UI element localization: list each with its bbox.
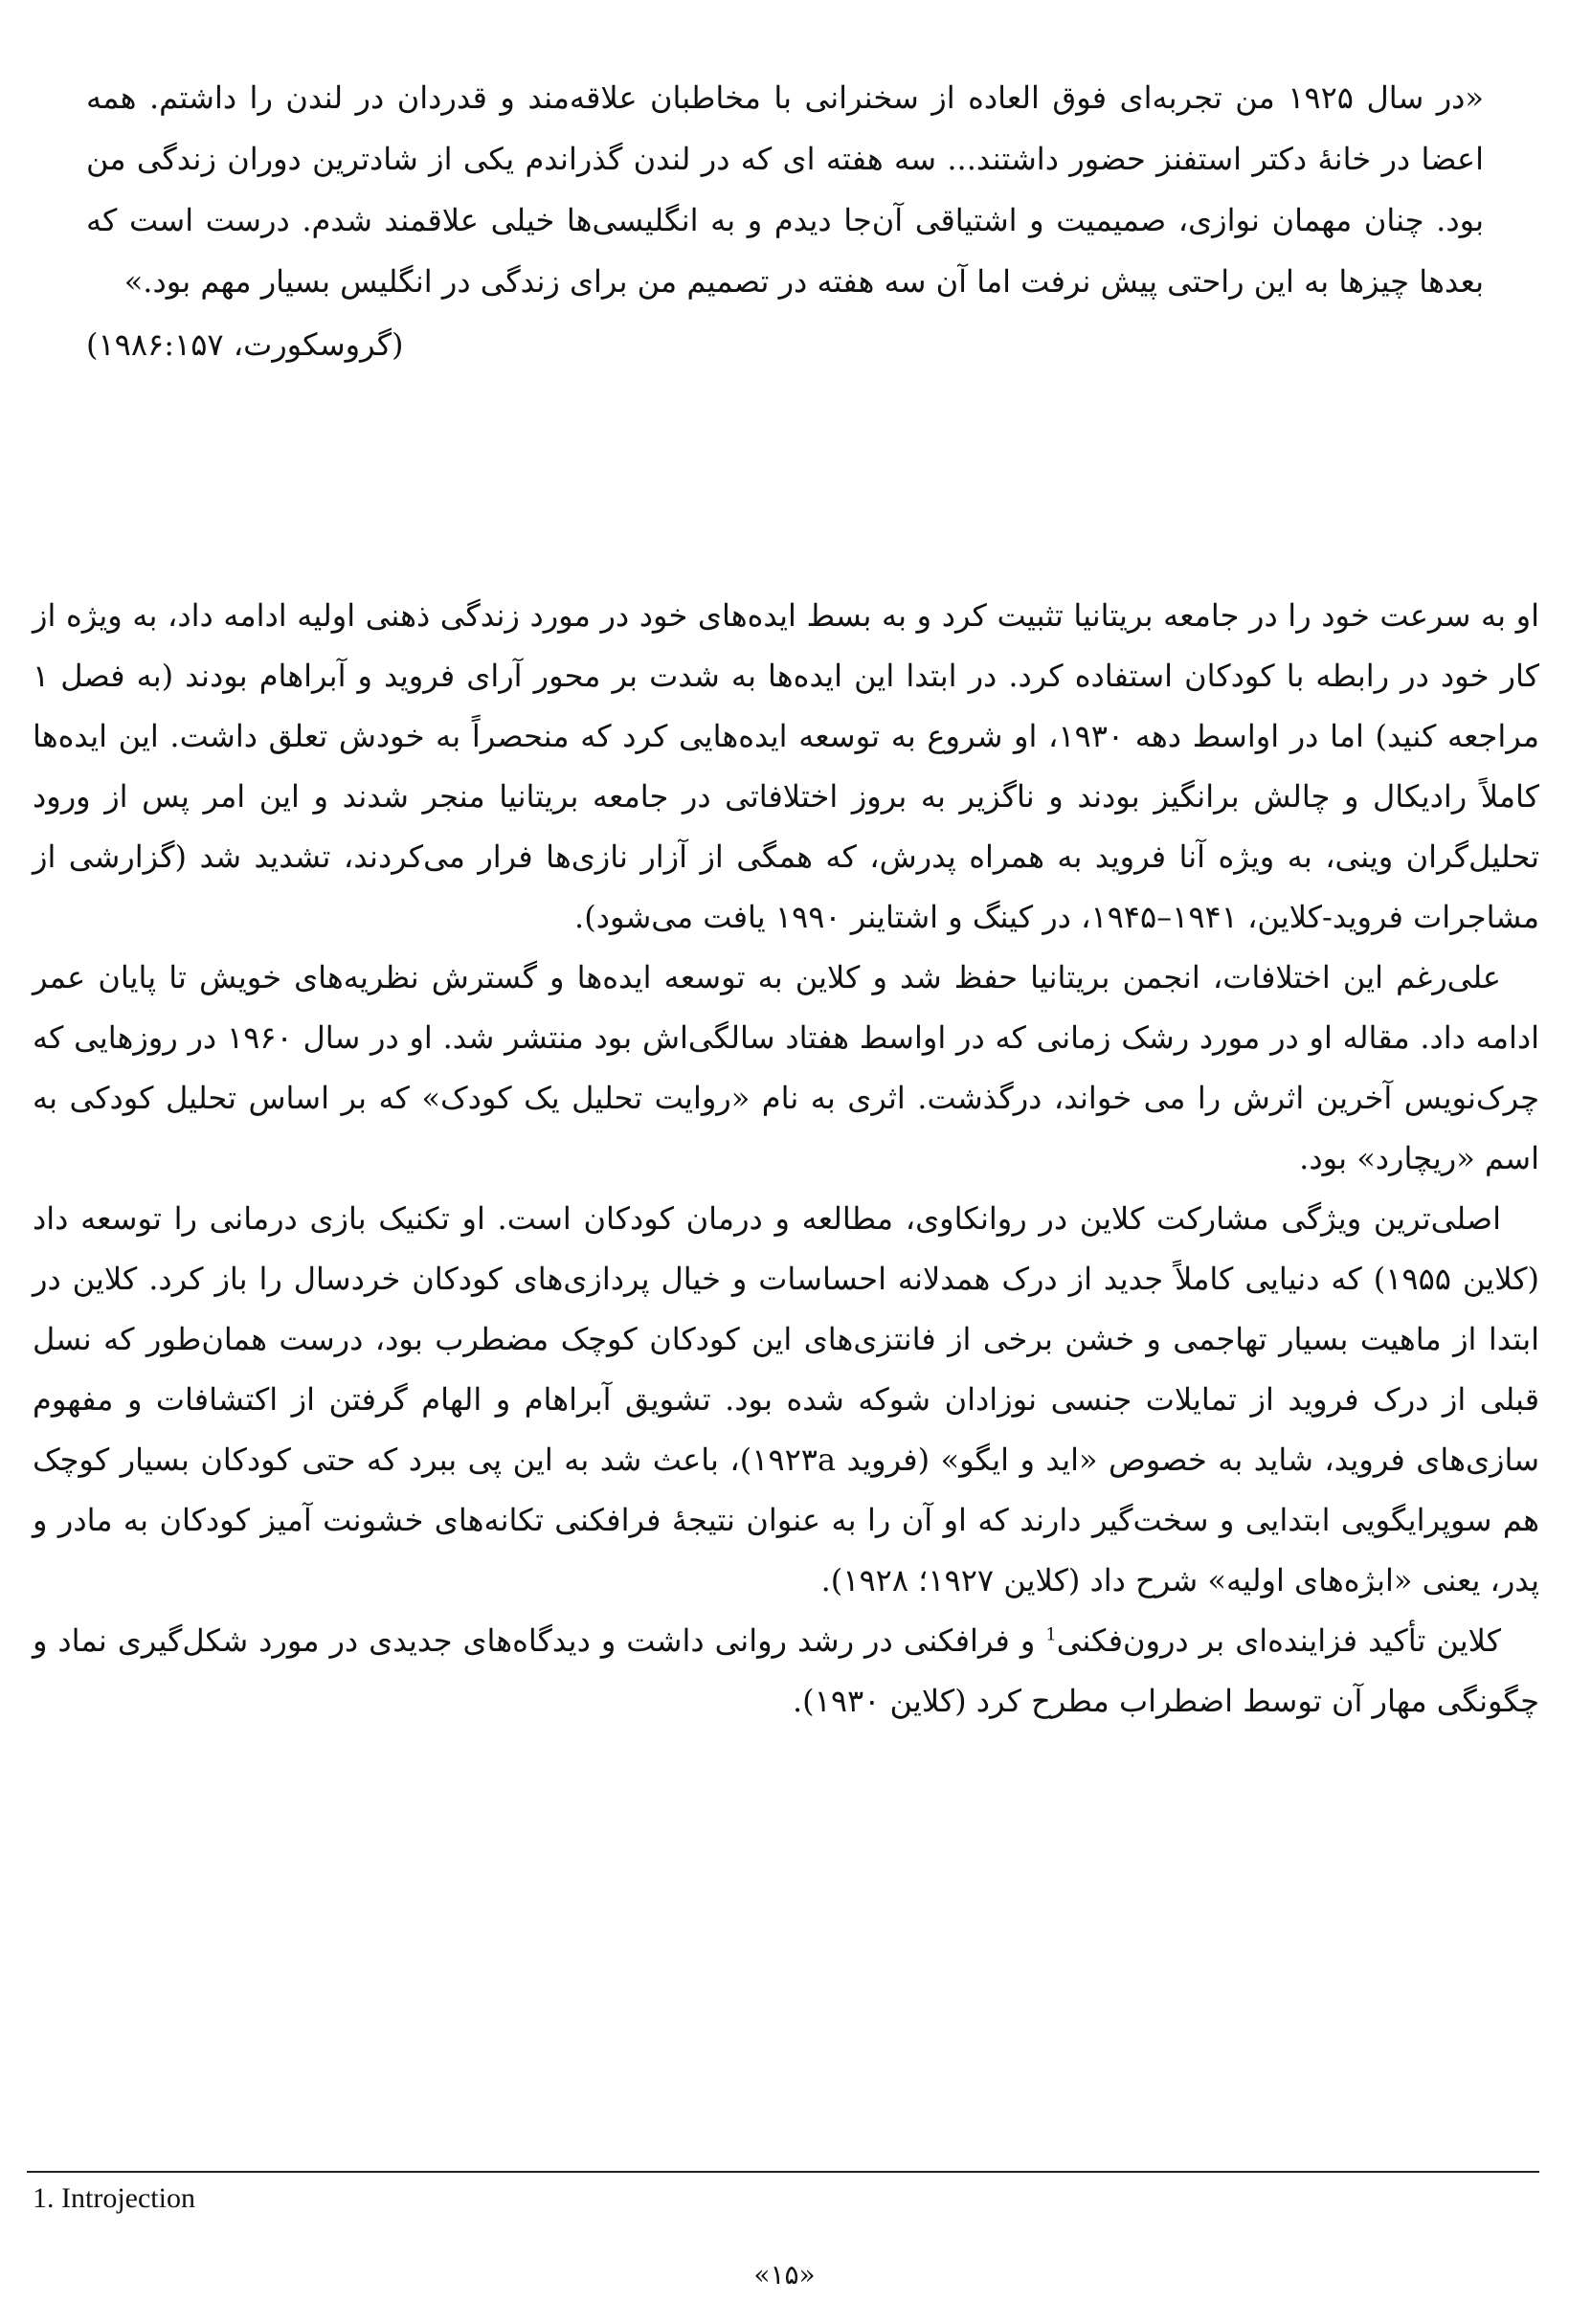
paragraph: اصلی‌ترین ویژگی مشارکت کلاین در روانکاوی، مطالعه و درمان کودکان است. او تکنیک بازی درمانی را توسعه داد (کلاین ۱۹۵۵) که دنیایی کاملاً جدید از درک همدلانه احساسات و خیال پردازی‌های کودکان خردسال را باز کرد. کلاین در ابتدا از ماهیت بسیار تهاجمی و خشن برخی از فانتزی‌های این کودکان کوچک مضطرب بود، درست همان‌طور که نسل قبلی از درک فروید از تمایلات جنسی نوزادان شوکه شده بود. تشویق آبراهام و الهام گرفتن از اکتشافات و مفهوم سازی‌های فروید، شاید به خصوص «اید و ایگو» (فروید ۱۹۲۳a)، باعث شد به این پی ببرد که حتی کودکان بسیار کوچک هم سوپرایگویی ابتدایی و سخت‌گیر دارند که او آن را به عنوان نتیجهٔ فرافکنی تکانه‌های خشونت آمیز کودکان به مادر و پدر، یعنی «ابژه‌های اولیه» شرح داد (کلاین ۱۹۲۷؛ ۱۹۲۸). [33, 1200, 1540, 1598]
quote-text: «در سال ۱۹۲۵ من تجربه‌ای فوق العاده از سخنرانی با مخاطبان علاقه‌مند و قدردان در لندن را داشتم. همه اعضا در خانهٔ دکتر استفنز حضور داشتند... سه هفته ای که در لندن گذراندم یکی از شادترین دوران زندگی من بود. چنان مهمان نوازی، صمیمیت و اشتیاقی آن‌جا دیدم و به انگلیسی‌ها خیلی علاقمند شدم. درست است که بعدها چیزها به این راحتی پیش نرفت اما آن سه هفته در تصمیم من برای زندگی در انگلیس بسیار مهم بود.» [86, 79, 1485, 300]
paragraph-text-start: کلاین تأکید فزاینده‌ای بر درون‌فکنی [1056, 1622, 1502, 1659]
footnote: 1. Introjection [33, 2182, 195, 2214]
body-text [33, 586, 1539, 1732]
paragraph: علی‌رغم این اختلافات، انجمن بریتانیا حفظ شد و کلاین به توسعه ایده‌ها و گسترش نظریه‌های خویش تا پایان عمر ادامه داد. مقاله او در مورد رشک زمانی که در اواسط هفتاد سالگی‌اش بود منتشر شد. او در سال ۱۹۶۰ در روزهایی که چرک‌نویس آخرین اثرش را می خواند، درگذشت. اثری به نام «روایت تحلیل یک کودک» که بر اساس تحلیل کودکی به اسم «ریچارد» بود. [33, 959, 1540, 1176]
quote-citation: (گروسکورت، ۱۹۸۶:۱۵۷) [86, 326, 404, 363]
footnote-divider [27, 2171, 1539, 2173]
paragraph-last [33, 1611, 1539, 1732]
footnote-marker[interactable]: 1 [1045, 1624, 1057, 1645]
page-number: «۱۵» [753, 2259, 816, 2290]
block-quote [86, 67, 1484, 375]
paragraph-text-end: و فرافکنی در رشد روانی داشت و دیدگاه‌های جدیدی در مورد شکل‌گیری نماد و چگونگی مهار آن توسط اضطراب مطرح کرد (کلاین ۱۹۳۰). [33, 1622, 1539, 1719]
paragraph: او به سرعت خود را در جامعه بریتانیا تثبیت کرد و به بسط ایده‌های خود در مورد زندگی ذهنی اولیه ادامه داد، به ویژه از کار خود در رابطه با کودکان استفاده کرد. در ابتدا این ایده‌ها به شدت بر محور آرای فروید و آبراهام بودند (به فصل ۱ مراجعه کنید) اما در اواسط دهه ۱۹۳۰، او شروع به توسعه ایده‌هایی کرد که منحصراً به خودش تعلق داشت. این ایده‌ها کاملاً رادیکال و چالش برانگیز بودند و ناگزیر به بروز اختلافاتی در جامعه بریتانیا منجر شدند و این امر پس از ورود تحلیل‌گران وینی، به ویژه آنا فروید به همراه پدرش، که همگی از آزار نازی‌ها فرار می‌کردند، تشدید شد (گزارشی از مشاجرات فروید-کلاین، ۱۹۴۱–۱۹۴۵، در کینگ و اشتاینر ۱۹۹۰ یافت می‌شود). [33, 597, 1540, 935]
